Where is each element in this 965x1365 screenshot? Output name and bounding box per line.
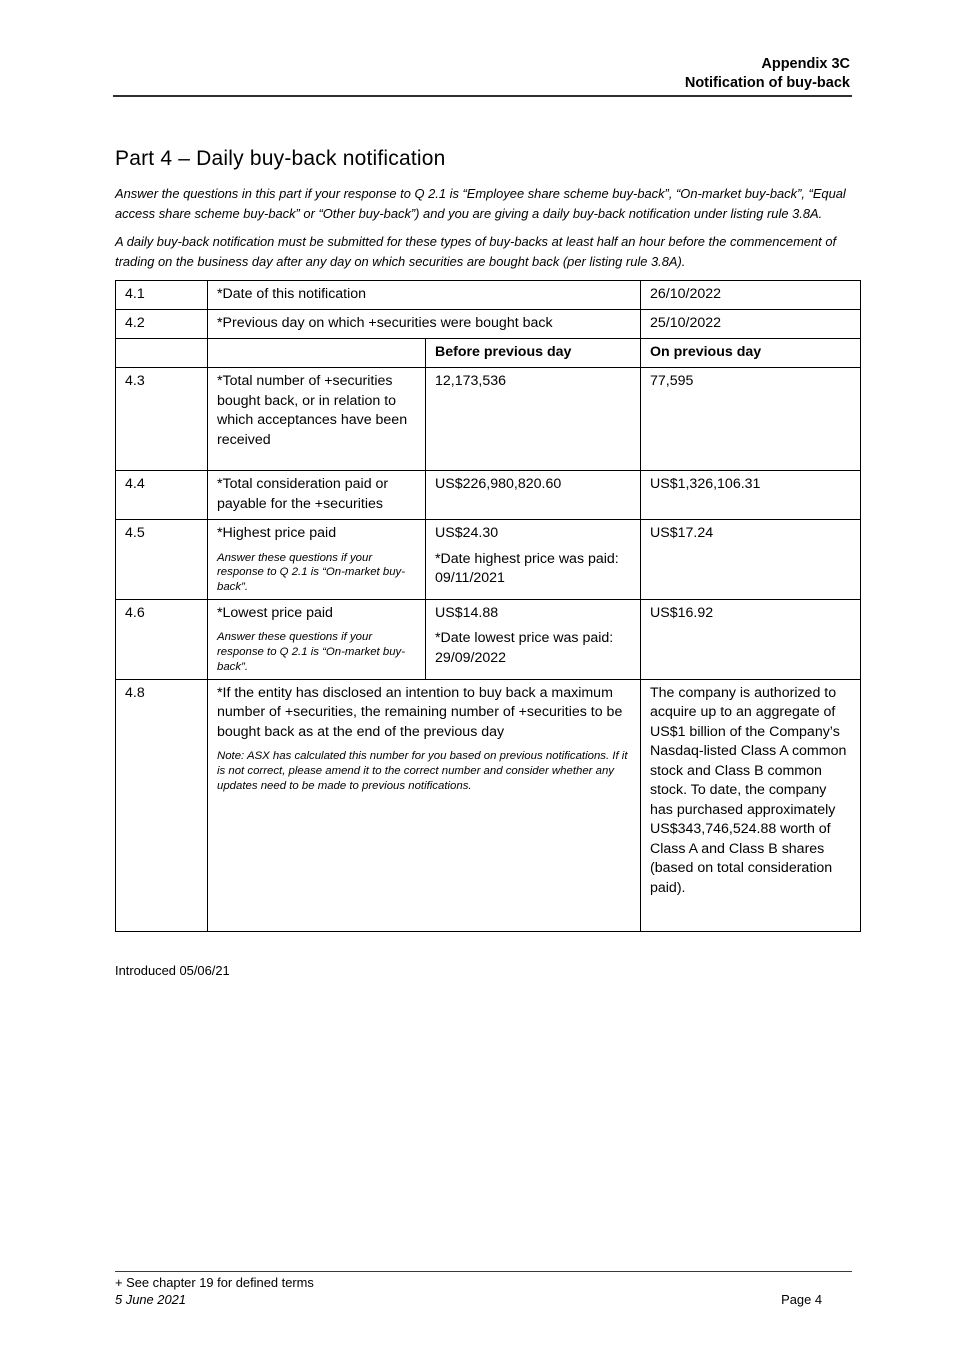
q42-answer: 25/10/2022 <box>641 310 861 339</box>
table-row-4-1 <box>116 281 861 310</box>
q46-before-cell <box>426 599 641 679</box>
q46-on-value: US$16.92 <box>641 599 861 679</box>
introduced-note: Introduced 05/06/21 <box>115 962 230 978</box>
q43-number: 4.3 <box>116 368 208 471</box>
q45-number: 4.5 <box>116 520 208 600</box>
footer-date: 5 June 2021 <box>115 1291 186 1307</box>
q41-answer: 26/10/2022 <box>641 281 861 310</box>
q46-before-value: US$14.88 <box>435 604 499 621</box>
intro-paragraph-1: Answer the questions in this part if your response to Q 2.1 is “Employee share scheme buy-back”, “On-market buy-back”, “Equal access share scheme buy-back” or “Other buy-back”) and you are giving a daily buy-back notification under listing rule 3.8A. <box>115 186 846 221</box>
q45-question <box>208 520 426 600</box>
q46-question <box>208 599 426 679</box>
document-footer <box>115 1271 852 1308</box>
document-title: Notification of buy-back <box>684 75 850 91</box>
footer-row <box>115 1292 852 1309</box>
q48-question-note: Note: ASX has calculated this number for you based on previous notifications. If it is not correct, please amend it to the correct number and consider whether any updates need to be made to previous notifications. <box>217 750 628 792</box>
q42-question: *Previous day on which +securities were bought back <box>208 310 641 339</box>
table-row-4-8 <box>116 679 861 931</box>
q46-number: 4.6 <box>116 599 208 679</box>
header-empty-cell-1 <box>116 339 208 368</box>
q45-before-value: US$24.30 <box>435 525 499 541</box>
q45-before-cell <box>426 520 641 600</box>
q45-on-value: US$17.24 <box>641 520 861 600</box>
q48-question-text: *If the entity has disclosed an intention to buy back a maximum number of +securities, the remaining number of +securities to be bought back as at the end of the previous day <box>217 684 623 740</box>
q46-question-text: *Lowest price paid <box>217 604 333 621</box>
q43-before-value: 12,173,536 <box>426 368 641 471</box>
q48-number: 4.8 <box>116 679 208 931</box>
q41-question: *Date of this notification <box>208 281 641 310</box>
table-row-4-5 <box>116 520 861 600</box>
footer-defined-terms: + See chapter 19 for defined terms <box>115 1275 314 1290</box>
header-rule <box>113 95 852 97</box>
table-row-4-3 <box>116 368 861 471</box>
q45-before-date: *Date highest price was paid: 09/11/2021 <box>435 550 619 586</box>
q48-question <box>208 679 641 931</box>
q43-question: *Total number of +securities bought back, or in relation to which acceptances have been received <box>208 368 426 471</box>
q44-before-value: US$226,980,820.60 <box>426 471 641 520</box>
q44-number: 4.4 <box>116 471 208 520</box>
page-number: Page 4 <box>781 1291 822 1307</box>
q45-question-text: *Highest price paid <box>217 525 337 541</box>
q42-number: 4.2 <box>116 310 208 339</box>
document-header <box>685 55 850 93</box>
table-row-4-6 <box>116 599 861 679</box>
q46-question-note: Answer these questions if your response to Q 2.1 is “On-market buy-back”. <box>217 631 406 673</box>
header-empty-cell-2 <box>208 339 426 368</box>
table-row-4-4 <box>116 471 861 520</box>
table-column-header-row <box>116 339 861 368</box>
q43-on-value: 77,595 <box>641 368 861 471</box>
q44-question: *Total consideration paid or payable for the +securities <box>208 471 426 520</box>
buyback-notification-table <box>115 280 861 932</box>
q41-number: 4.1 <box>116 281 208 310</box>
table-row-4-2 <box>116 310 861 339</box>
intro-paragraphs <box>115 184 860 271</box>
q44-on-value: US$1,326,106.31 <box>641 471 861 520</box>
part-title: Part 4 – Daily buy-back notification <box>115 147 446 170</box>
q45-question-note: Answer these questions if your response to Q 2.1 is “On-market buy-back”. <box>217 551 406 594</box>
col-header-on-previous-day: On previous day <box>641 339 861 368</box>
q46-before-date: *Date lowest price was paid: 29/09/2022 <box>435 630 614 666</box>
col-header-before-previous-day: Before previous day <box>426 339 641 368</box>
appendix-label: Appendix 3C <box>761 56 850 72</box>
q48-answer: The company is authorized to acquire up to an aggregate of US$1 billion of the Company’s Nasdaq-listed Class A common stock and Class B common stock. To date, the company has purchased approximately US$343,746,524.88 worth of Class A and Class B shares (based on total consideration paid). <box>641 679 861 931</box>
intro-paragraph-2: A daily buy-back notification must be submitted for these types of buy-backs at least half an hour before the commencement of trading on the business day after any day on which securities are bought back (per listing rule 3.8A). <box>115 234 837 269</box>
content-area <box>115 147 860 978</box>
